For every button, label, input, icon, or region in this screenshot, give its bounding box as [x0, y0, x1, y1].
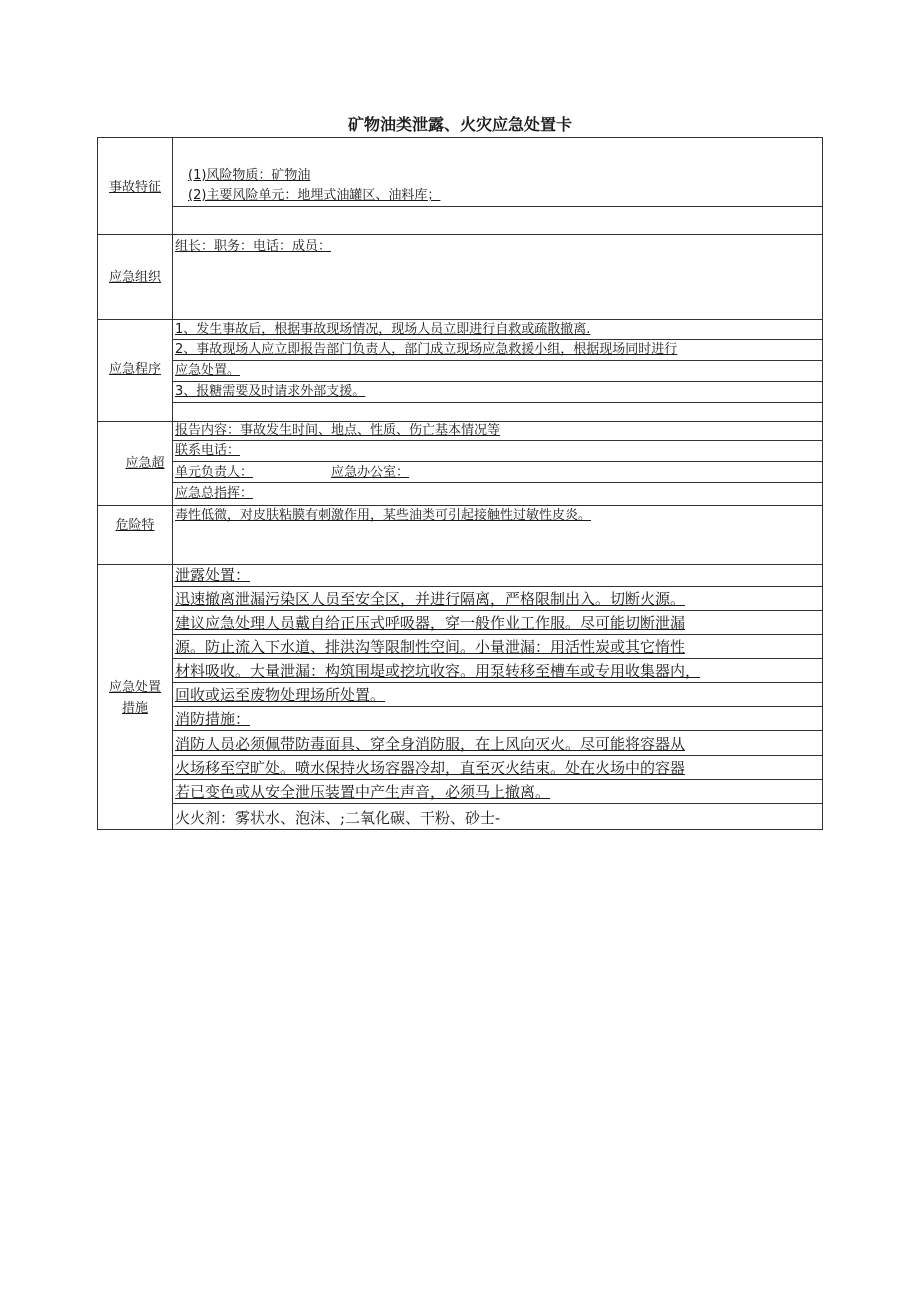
- procedure-step-3: 3、报糖需要及时请求外部支援。: [175, 384, 366, 399]
- procedure-step-2-cont: 应急处置。: [175, 363, 241, 378]
- row-divider: [173, 755, 822, 756]
- section-divider: [98, 234, 822, 235]
- contact-phone: 联系电话：: [175, 443, 241, 458]
- report-content: 报告内容：事故发生时间、地点、性质、伤亡基本情况等: [175, 423, 501, 438]
- row-divider: [173, 610, 822, 611]
- row-divider: [173, 402, 822, 403]
- row-divider: [173, 440, 822, 441]
- label-accident-features: 事故特征: [108, 180, 161, 195]
- label-disposal-line1: 应急处置: [108, 680, 161, 695]
- row-divider: [173, 586, 822, 587]
- row-divider: [173, 658, 822, 659]
- row-divider: [173, 206, 822, 207]
- disposal-line: 回收或运至废物处理场所处置。: [175, 686, 386, 704]
- disposal-line: 火场移至空旷处。喷水保持火场容器冷却，直至灭火结束。处在火场中的容器: [175, 759, 686, 777]
- row-divider: [173, 482, 822, 483]
- card-title: 矿物油类泄露、火灾应急处置卡: [347, 115, 572, 134]
- row-divider: [173, 461, 822, 462]
- row-divider: [173, 634, 822, 635]
- disposal-line: 泄露处置：: [175, 566, 251, 584]
- row-divider: [173, 706, 822, 707]
- section-divider: [98, 505, 822, 506]
- contact-commander: 应急总指挥：: [175, 486, 254, 501]
- disposal-line: 迅速撤离泄漏污染区人员至安全区，并进行隔离，严格限制出入。切断火源。: [175, 590, 686, 608]
- label-emergency-procedure: 应急程序: [108, 362, 161, 377]
- column-divider: [172, 138, 173, 829]
- row-divider: [173, 779, 822, 780]
- label-disposal-line2: 措施: [121, 701, 148, 716]
- disposal-line: 若已变色或从安全泄压装置中产生声音，必须马上撤离。: [175, 783, 551, 801]
- accident-risk-substance: (1)风险物质：矿物油: [188, 168, 311, 183]
- row-divider: [173, 730, 822, 731]
- org-members-line: 组长：职务：电话：成员：: [175, 239, 332, 254]
- disposal-line: 材料吸收。大量泄漏：构筑围堤或挖坑收容。用泵转移至槽车或专用收集器内，: [175, 662, 701, 680]
- row-divider: [173, 381, 822, 382]
- procedure-step-2: 2、事故现场人应立即报告部门负责人，部门成立现场应急救援小组，根据现场同时进行: [175, 342, 678, 357]
- accident-risk-unit: (2)主要风险单元：地埋式油罐区、油料库；: [188, 188, 441, 203]
- row-divider: [173, 803, 822, 804]
- row-divider: [173, 339, 822, 340]
- emergency-card-table: [97, 137, 823, 830]
- label-emergency-org: 应急组织: [108, 270, 161, 285]
- procedure-step-1: 1、发生事故后，根据事故现场情况，现场人员立即进行自救或疏散撤离.: [175, 322, 591, 337]
- disposal-line: 建议应急处理人员戴自给正压式呼吸器，穿一般作业工作服。尽可能切断泄漏: [175, 614, 686, 632]
- disposal-line: 源。防止流入下水道、排洪沟等限制性空间。小量泄漏：用活性炭或其它惰性: [175, 638, 686, 656]
- hazard-description: 毒性低微，对皮肤粘膜有刺激作用，某些油类可引起接触性过敏性皮炎。: [175, 508, 592, 523]
- label-hazard: 危险特: [115, 518, 155, 533]
- section-divider: [98, 319, 822, 320]
- row-divider: [173, 360, 822, 361]
- disposal-line: 消防措施：: [175, 710, 251, 728]
- row-divider: [173, 682, 822, 683]
- label-emergency-contact: 应急超: [125, 456, 165, 471]
- contact-unit-leader: 单元负责人： 应急办公室：: [175, 465, 410, 480]
- disposal-line: 消防人员必须佩带防毒面具、穿全身消防服，在上风向灭火。尽可能将容器从: [175, 735, 686, 753]
- disposal-line: 火火剂：雾状水、泡沫、;二氧化碳、干粉、砂士-: [175, 809, 501, 827]
